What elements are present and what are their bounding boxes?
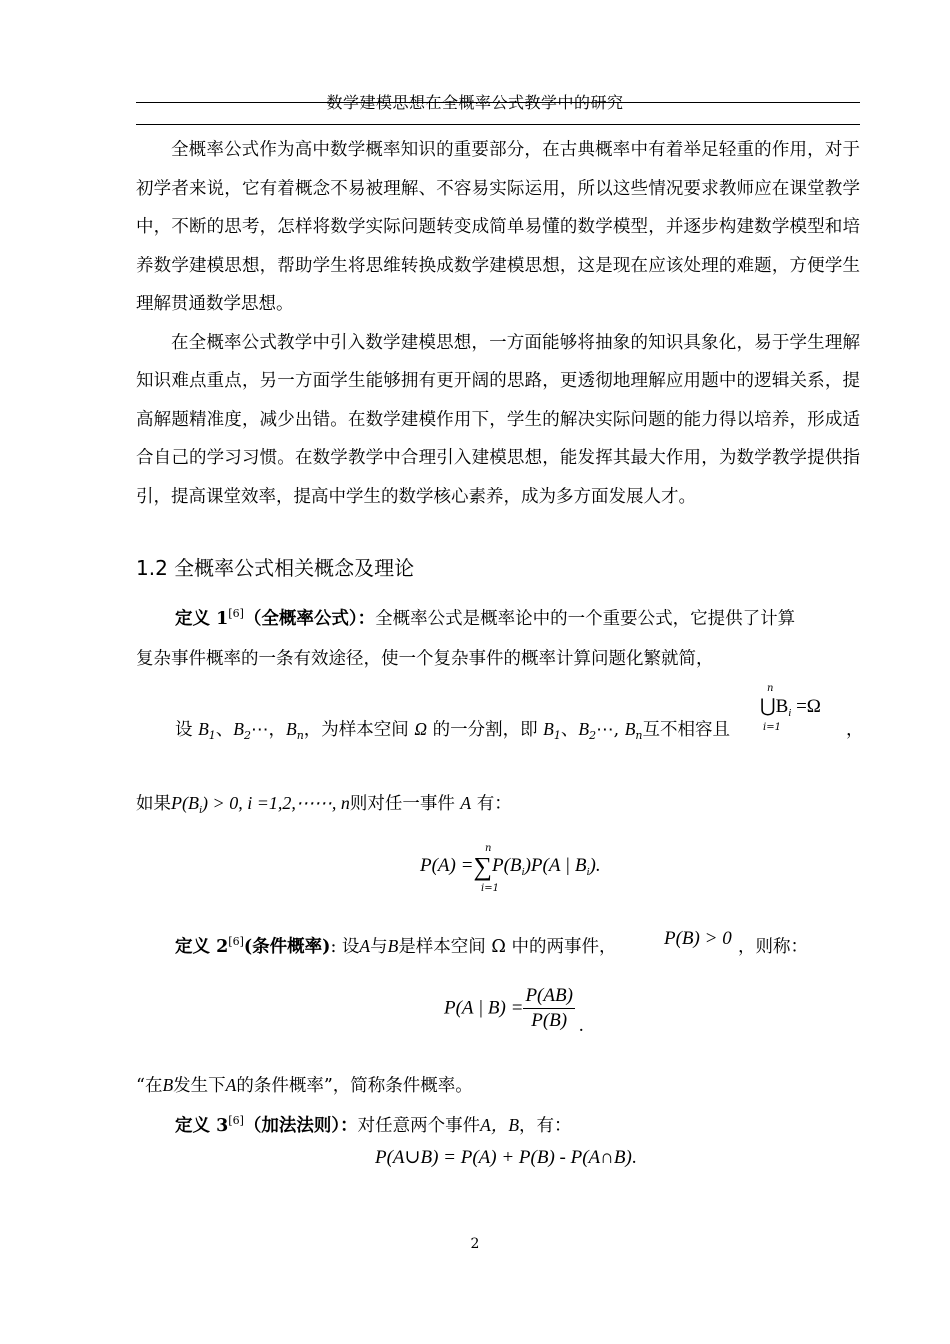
def2-line: 定义 2[6](条件概率): 设A与B是样本空间 Ω 中的两事件， (175, 935, 617, 957)
union-upper-limit: n (767, 683, 774, 694)
union-lower-limit: i=1 (763, 722, 781, 733)
def1-setup-mid2: 的一分割，即 (432, 720, 538, 740)
addition-rule-formula: P(A∪B) = P(A) + P(B) - P(A∩B). (375, 1147, 637, 1168)
def3-line: 定义 3[6]（加法法则）：对任意两个事件A，B，有： (175, 1114, 572, 1136)
conditional-probability-formula: P(A | B) = $\frac{P(AB)}{P(B)}$ . (444, 985, 584, 1036)
def1-text-line1: 全概率公式是概率论中的一个重要公式，它提供了计算 (375, 609, 796, 629)
def1-label: 定义 1 (175, 609, 229, 629)
def2-then: ，则称： (738, 937, 808, 957)
def3-label: 定义 3 (175, 1116, 229, 1136)
def1-setup-suffix: 互不相容且 (642, 720, 731, 740)
def2-ref: [6] (228, 935, 244, 948)
def1-omega: Ω (414, 719, 428, 739)
def1-setup-line: 设 $B_1$、$B_2\cdots$，$B_n$，为样本空间 Ω 的一分割，即 $B_1$、$B_2\cdots$, $B_n$互不相容且 (175, 719, 731, 742)
def3-ref: [6] (228, 1114, 244, 1127)
header-rule-top (136, 102, 860, 103)
section-heading: 1.2 全概率公式相关概念及理论 (136, 556, 415, 580)
page-number: 2 (470, 1236, 480, 1252)
def1-line1 (175, 605, 795, 630)
def1-setup-prefix: 设 (175, 720, 193, 740)
total-probability-formula: $P(A) =\sum P(B_i)P(A$ | $B_i$). (420, 852, 601, 881)
sum-lower-limit: i=1 (481, 883, 499, 894)
def2-explanation: “在B发生下A的条件概率”，简称条件概率。 (136, 1075, 473, 1096)
union-expression: $⋃B_i =\Omega$ (760, 696, 821, 719)
running-header: 数学建模思想在全概率公式教学中的研究 (326, 93, 624, 112)
def1-if-line: 如果$P(B_i) > 0$, i =1,2,⋯⋯, n则对任一事件 A 有： (136, 793, 512, 816)
def1-line2: 复杂事件概率的一条有效途径，使一个复杂事件的概率计算问题化繁就简， (136, 649, 714, 669)
def1-ref: [6] (228, 607, 244, 620)
header-rule-bottom (136, 124, 860, 125)
sum-upper-limit: n (485, 843, 492, 854)
paragraph-2: 在全概率公式教学中引入数学建模思想，一方面能够将抽象的知识具象化，易于学生理解知识难点重点，另一方面学生能够拥有更开阔的思路，更透彻地理解应用题中的逻辑关系，提高解题精准度，减少出错。在数学建模作用下，学生的解决实际问题的能力得以培养，形成适合自己的学习习惯。在数学教学中合理引入建模思想，能发挥其最大作用，为数学教学提供指引，提高课堂效率，提高中学生的数学核心素养，成为多方面发展人才。 (136, 332, 860, 507)
def1-setup-mid: ，为样本空间 (303, 720, 409, 740)
def2-label: 定义 2 (175, 937, 229, 957)
body-text-block (136, 131, 860, 516)
paragraph-1: 全概率公式作为高中数学概率知识的重要部分，在古典概率中有着举足轻重的作用，对于初学者来说，它有着概念不易被理解、不容易实际运用，所以这些情况要求教师应在课堂教学中，不断的思考，怎样将数学实际问题转变成简单易懂的数学模型，并逐步构建数学模型和培养数学建模思想，帮助学生将思维转换成数学建模思想，这是现在应该处理的难题，方便学生理解贯通数学思想。 (136, 140, 860, 314)
def1-setup-comma: ， (846, 720, 864, 740)
def3-name: （加法法则）： (243, 1116, 358, 1136)
def2-name: (条件概率) (243, 937, 331, 957)
def2-condition: P(B) > 0 (664, 928, 732, 949)
def1-name: （全概率公式）： (243, 609, 376, 629)
